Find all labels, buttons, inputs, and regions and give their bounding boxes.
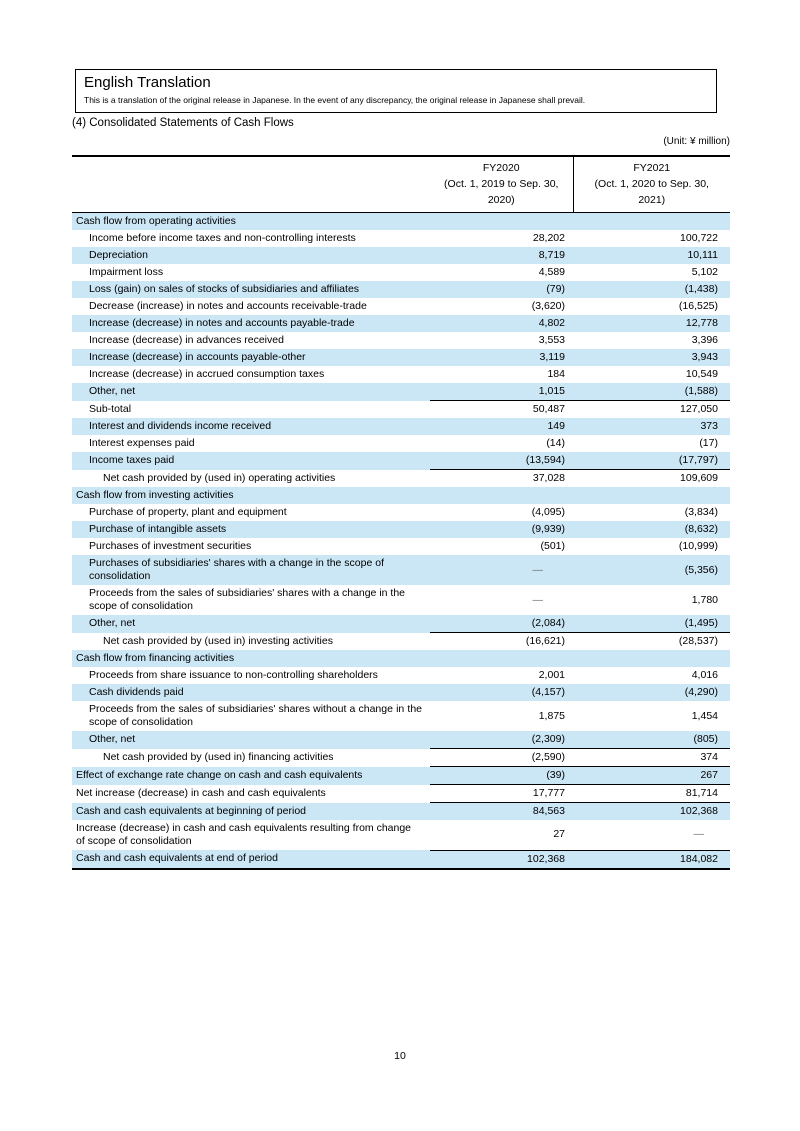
table-row — [72, 504, 730, 521]
value-fy2020: (2,084) — [531, 617, 565, 629]
header-empty-cell — [72, 156, 430, 213]
row-label: Net cash provided by (used in) financing activities — [103, 751, 334, 763]
row-label: Other, net — [89, 617, 136, 630]
value-fy2020: (16,621) — [430, 633, 573, 651]
value-fy2021: (28,537) — [573, 633, 730, 651]
table-row — [72, 615, 730, 633]
row-label: Income before income taxes and non-controlling interests — [89, 232, 356, 244]
value-fy2020: 4,802 — [538, 317, 565, 329]
row-label: Net cash provided by (used in) operating activities — [103, 471, 336, 484]
table-row — [72, 264, 730, 281]
value-fy2020: (2,590) — [430, 749, 573, 767]
table-row — [72, 230, 730, 247]
value-fy2021: (1,495) — [684, 617, 718, 629]
table-row — [72, 667, 730, 684]
value-fy2021: 81,714 — [573, 785, 730, 803]
value-fy2021: 10,111 — [687, 249, 718, 261]
row-label: Cash and cash equivalents at end of period — [76, 852, 278, 865]
value-fy2020: 84,563 — [430, 803, 573, 821]
header-fy2020-period-line1: (Oct. 1, 2019 to Sep. 30, — [444, 178, 559, 190]
table-header-row — [72, 156, 730, 213]
translation-box — [75, 69, 717, 113]
value-fy2021: 12,778 — [685, 317, 718, 329]
value-fy2020: (39) — [430, 767, 573, 785]
value-fy2020: 27 — [553, 828, 565, 841]
value-fy2020: 4,589 — [538, 266, 565, 278]
value-fy2021: (8,632) — [684, 523, 718, 535]
value-fy2020: 184 — [547, 368, 565, 380]
row-label: Depreciation — [89, 249, 148, 261]
row-label: Other, net — [89, 385, 136, 398]
value-fy2020: (14) — [546, 437, 565, 449]
table-row — [72, 538, 730, 555]
value-fy2021: 100,722 — [680, 232, 718, 244]
row-label: Interest and dividends income received — [89, 420, 272, 432]
value-fy2020: 28,202 — [532, 232, 565, 244]
value-fy2021: 373 — [700, 420, 718, 432]
table-row — [72, 684, 730, 701]
section-row — [72, 213, 730, 231]
value-fy2020: 1,875 — [538, 709, 565, 722]
table-row — [72, 803, 730, 821]
section-row — [72, 487, 730, 504]
table-row — [72, 247, 730, 264]
table-row — [72, 418, 730, 435]
value-fy2021: 3,943 — [691, 351, 718, 363]
row-label: Increase (decrease) in accounts payable-other — [89, 351, 306, 363]
value-fy2021: 102,368 — [573, 803, 730, 821]
value-fy2021: 184,082 — [573, 850, 730, 869]
header-fy2021-label: FY2021 — [633, 162, 671, 174]
row-label: Sub-total — [89, 402, 132, 415]
table-row — [72, 383, 730, 401]
value-fy2020: — — [532, 563, 543, 576]
value-fy2021: 109,609 — [573, 470, 730, 488]
unit-label: (Unit: ¥ million) — [663, 136, 730, 147]
value-fy2021: 1,780 — [691, 593, 718, 606]
value-fy2020: 50,487 — [430, 401, 573, 419]
value-fy2020: (4,095) — [531, 506, 565, 518]
value-fy2020: (501) — [540, 540, 565, 552]
value-fy2020: 102,368 — [430, 850, 573, 869]
row-label: Other, net — [89, 733, 136, 746]
cashflow-table-body — [72, 213, 730, 869]
value-fy2021: (1,438) — [684, 283, 718, 295]
value-fy2021: (5,356) — [684, 563, 718, 576]
value-fy2021: (10,999) — [678, 540, 718, 552]
value-fy2020: (4,157) — [531, 686, 565, 698]
table-row — [72, 470, 730, 488]
header-fy2021 — [573, 156, 730, 213]
value-fy2021: 127,050 — [573, 401, 730, 419]
value-fy2021: (17,797) — [678, 454, 718, 466]
header-fy2021-period-line1: (Oct. 1, 2020 to Sep. 30, — [594, 178, 709, 190]
table-row — [72, 820, 730, 850]
row-label: Loss (gain) on sales of stocks of subsidiaries and affiliates — [89, 283, 360, 295]
value-fy2020: (13,594) — [525, 454, 565, 466]
table-row — [72, 701, 730, 731]
value-fy2020: — — [532, 593, 543, 606]
value-fy2020: 8,719 — [538, 249, 565, 261]
value-fy2020 — [430, 213, 573, 231]
header-fy2020 — [430, 156, 573, 213]
table-row — [72, 767, 730, 785]
value-fy2020 — [430, 487, 573, 504]
value-fy2020: 3,553 — [538, 334, 565, 346]
value-fy2021: 10,549 — [685, 368, 718, 380]
value-fy2021: (4,290) — [684, 686, 718, 698]
row-label: Purchase of property, plant and equipment — [89, 506, 287, 518]
value-fy2020: 17,777 — [430, 785, 573, 803]
table-row — [72, 521, 730, 538]
value-fy2020: 2,001 — [538, 669, 565, 681]
row-label: Cash flow from financing activities — [76, 652, 235, 664]
table-row — [72, 298, 730, 315]
section-row — [72, 650, 730, 667]
row-label: Impairment loss — [89, 266, 164, 278]
value-fy2020: (9,939) — [531, 523, 565, 535]
value-fy2021: (17) — [699, 437, 718, 449]
row-label: Purchase of intangible assets — [89, 523, 227, 535]
table-row — [72, 281, 730, 298]
value-fy2021: 4,016 — [691, 669, 718, 681]
value-fy2021: (1,588) — [684, 385, 718, 397]
row-label: Decrease (increase) in notes and accounts receivable-trade — [89, 300, 367, 312]
row-label: Purchases of investment securities — [89, 540, 252, 552]
table-row — [72, 585, 730, 615]
value-fy2021: (3,834) — [684, 506, 718, 518]
value-fy2021: (16,525) — [678, 300, 718, 312]
value-fy2020: 3,119 — [539, 351, 565, 363]
table-row — [72, 401, 730, 419]
row-label: Cash flow from operating activities — [76, 215, 236, 227]
header-fy2020-period-line2: 2020) — [487, 194, 515, 206]
value-fy2020: (2,309) — [531, 733, 565, 745]
row-label: Cash dividends paid — [89, 686, 184, 698]
row-label: Purchases of subsidiaries' shares with a change in the scope of consolidation — [89, 557, 385, 582]
row-label: Cash and cash equivalents at beginning of period — [76, 804, 306, 817]
row-label: Increase (decrease) in notes and accounts payable-trade — [89, 317, 355, 329]
section-title: (4) Consolidated Statements of Cash Flows — [72, 117, 294, 129]
page-number: 10 — [394, 1050, 406, 1062]
row-label: Increase (decrease) in advances received — [89, 334, 284, 346]
value-fy2021: 1,454 — [691, 709, 718, 722]
translation-title: English Translation — [84, 74, 211, 91]
row-label: Proceeds from the sales of subsidiaries' shares without a change in the scope of consolidation — [89, 703, 422, 728]
value-fy2020: 149 — [547, 420, 565, 432]
value-fy2021 — [573, 487, 730, 504]
table-row — [72, 435, 730, 452]
value-fy2020: 37,028 — [430, 470, 573, 488]
value-fy2020: (79) — [546, 283, 565, 295]
row-label: Proceeds from share issuance to non-controlling shareholders — [89, 669, 378, 681]
table-row — [72, 332, 730, 349]
table-row — [72, 349, 730, 366]
value-fy2021: 5,102 — [691, 266, 718, 278]
row-label: Income taxes paid — [89, 454, 175, 467]
table-row — [72, 785, 730, 803]
table-row — [72, 850, 730, 869]
table-row — [72, 555, 730, 585]
value-fy2020: 1,015 — [538, 385, 565, 397]
value-fy2021: 374 — [573, 749, 730, 767]
row-label: Net increase (decrease) in cash and cash equivalents — [76, 787, 326, 799]
row-label: Proceeds from the sales of subsidiaries' shares with a change in the scope of consolidation — [89, 587, 406, 612]
table-row — [72, 315, 730, 332]
value-fy2021: (805) — [693, 733, 718, 745]
row-label: Increase (decrease) in cash and cash equivalents resulting from change of scope of consolidation — [76, 822, 412, 847]
value-fy2020: (3,620) — [531, 300, 565, 312]
row-label: Effect of exchange rate change on cash and cash equivalents — [76, 769, 363, 781]
row-label: Cash flow from investing activities — [76, 489, 234, 501]
table-row — [72, 452, 730, 470]
header-fy2020-label: FY2020 — [482, 162, 520, 174]
header-fy2021-period-line2: 2021) — [638, 194, 666, 206]
value-fy2021 — [573, 213, 730, 231]
value-fy2020 — [430, 650, 573, 667]
value-fy2021: 267 — [573, 767, 730, 785]
value-fy2021 — [573, 650, 730, 667]
cashflow-table — [72, 155, 730, 870]
table-row — [72, 749, 730, 767]
table-row — [72, 633, 730, 651]
row-label: Net cash provided by (used in) investing activities — [103, 634, 333, 647]
value-fy2021: 3,396 — [691, 334, 718, 346]
translation-note: This is a translation of the original release in Japanese. In the event of any discrepancy, the original release in Japanese shall prevail. — [84, 95, 586, 105]
value-fy2021: — — [693, 828, 704, 841]
row-label: Interest expenses paid — [89, 437, 195, 449]
row-label: Increase (decrease) in accrued consumption taxes — [89, 368, 325, 380]
table-row — [72, 731, 730, 749]
table-row — [72, 366, 730, 383]
